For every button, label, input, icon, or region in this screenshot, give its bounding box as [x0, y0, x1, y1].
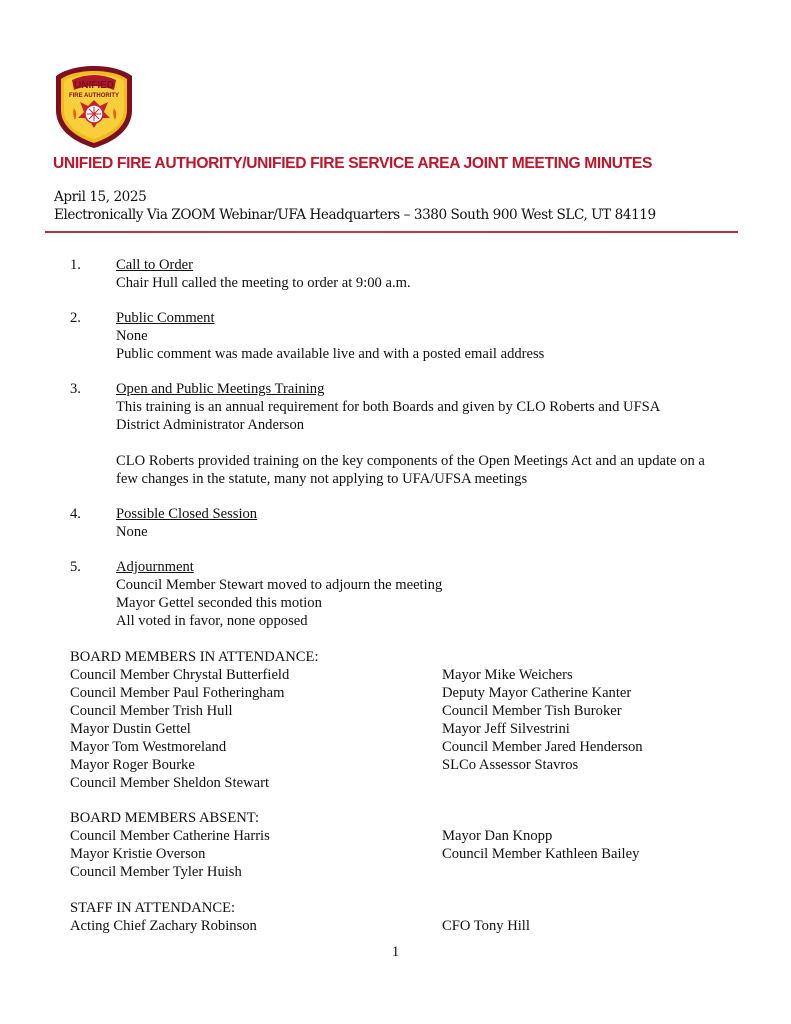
document-title: UNIFIED FIRE AUTHORITY/UNIFIED FIRE SERVICE AREA JOINT MEETING MINUTES	[53, 155, 652, 172]
staff-name: Acting Chief Zachary Robinson	[70, 918, 257, 934]
svg-text:FIRE AUTHORITY: FIRE AUTHORITY	[68, 93, 120, 99]
member-name: Mayor Dustin Gettel	[70, 721, 191, 737]
agenda-item-adjournment	[70, 558, 760, 630]
agenda-item-number: 2.	[70, 310, 81, 326]
agenda-item-number: 5.	[70, 559, 81, 575]
member-name: Mayor Kristie Overson	[70, 846, 206, 862]
attendance-left-column	[70, 666, 442, 792]
absent-right-column	[442, 827, 791, 881]
staff-name: CFO Tony Hill	[442, 918, 530, 934]
staff-right-column	[442, 917, 791, 935]
member-name: Council Member Paul Fotheringham	[70, 685, 285, 701]
member-name: Mayor Tom Westmoreland	[70, 739, 227, 755]
agenda-item-public-comment	[70, 309, 760, 363]
member-name: Council Member Catherine Harris	[70, 828, 270, 844]
agenda-item-heading: Adjournment	[116, 559, 194, 575]
agenda-item-number: 1.	[70, 257, 81, 273]
unified-fire-authority-logo-icon	[52, 64, 136, 150]
agenda-list	[70, 256, 760, 647]
agenda-item-text: All voted in favor, none opposed	[116, 613, 308, 629]
member-name: Council Member Chrystal Butterfield	[70, 667, 290, 683]
member-name: Council Member Jared Henderson	[442, 739, 643, 755]
svg-text:UNIFIED: UNIFIED	[74, 80, 114, 91]
agenda-item-heading: Call to Order	[116, 257, 194, 273]
member-name: Council Member Sheldon Stewart	[70, 775, 270, 791]
member-name: Council Member Trish Hull	[70, 703, 233, 719]
board-attendance-section	[70, 648, 791, 792]
section-heading: BOARD MEMBERS IN ATTENDANCE:	[70, 649, 319, 665]
member-name: Mayor Mike Weichers	[442, 667, 573, 683]
agenda-item-number: 3.	[70, 381, 81, 397]
agenda-item-text: Council Member Stewart moved to adjourn the meeting	[116, 577, 443, 593]
agenda-item-heading: Public Comment	[116, 310, 215, 326]
member-name: Mayor Dan Knopp	[442, 828, 553, 844]
agenda-item-text: District Administrator Anderson	[116, 417, 305, 433]
agenda-item-open-meetings-training	[70, 380, 760, 488]
member-name: Council Member Tish Buroker	[442, 703, 622, 719]
absent-left-column	[70, 827, 442, 881]
agenda-item-closed-session	[70, 505, 760, 541]
agenda-item-text: few changes in the statute, many not applying to UFA/UFSA meetings	[116, 471, 528, 487]
member-name: Council Member Tyler Huish	[70, 864, 242, 880]
agenda-item-call-to-order	[70, 256, 760, 292]
agenda-item-text: CLO Roberts provided training on the key components of the Open Meetings Act and an update on a	[116, 453, 705, 469]
member-name: Mayor Jeff Silvestrini	[442, 721, 570, 737]
page-number: 1	[391, 944, 400, 960]
section-heading: STAFF IN ATTENDANCE:	[70, 900, 236, 916]
member-name: SLCo Assessor Stavros	[442, 757, 579, 773]
attendance-right-column	[442, 666, 791, 792]
agenda-item-text: None	[116, 524, 148, 540]
agenda-item-text: This training is an annual requirement for both Boards and given by CLO Roberts and UFSA	[116, 399, 661, 415]
member-name: Mayor Roger Bourke	[70, 757, 195, 773]
member-name: Council Member Kathleen Bailey	[442, 846, 640, 862]
staff-left-column	[70, 917, 442, 935]
agenda-item-text: Public comment was made available live and with a posted email address	[116, 346, 545, 362]
section-heading: BOARD MEMBERS ABSENT:	[70, 810, 260, 826]
agenda-item-text: Mayor Gettel seconded this motion	[116, 595, 322, 611]
staff-attendance-section	[70, 899, 791, 935]
board-absent-section	[70, 809, 791, 881]
meeting-date: April 15, 2025	[54, 189, 147, 205]
agenda-item-heading: Possible Closed Session	[116, 506, 258, 522]
member-name: Deputy Mayor Catherine Kanter	[442, 685, 632, 701]
meeting-location: Electronically Via ZOOM Webinar/UFA Headquarters – 3380 South 900 West SLC, UT 84119	[54, 207, 656, 223]
agenda-item-text: None	[116, 328, 148, 344]
agenda-item-heading: Open and Public Meetings Training	[116, 381, 325, 397]
meeting-info	[54, 188, 656, 224]
agenda-item-text: Chair Hull called the meeting to order at 9:00 a.m.	[116, 275, 411, 291]
agenda-item-number: 4.	[70, 506, 81, 522]
header-divider	[45, 231, 738, 233]
